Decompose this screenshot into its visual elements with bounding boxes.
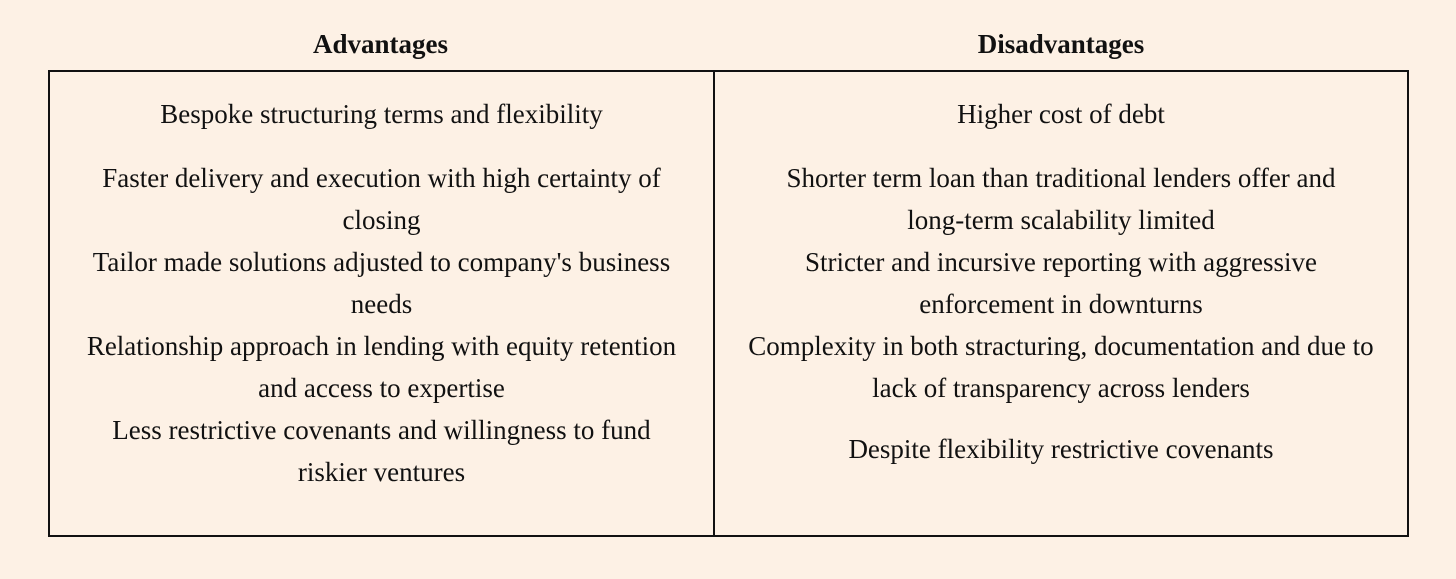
disadvantage-line: Stricter and incursive reporting with aggressive	[804, 247, 1318, 277]
disadvantage-item	[715, 93, 1407, 135]
disadvantage-line: lack of transparency across lenders	[872, 373, 1250, 403]
advantage-line: Tailor made solutions adjusted to company's business	[92, 247, 671, 277]
disadvantages-header: Disadvantages	[977, 29, 1145, 59]
advantage-line: Faster delivery and execution with high certainty of	[102, 163, 661, 193]
advantage-item	[50, 241, 713, 325]
advantages-column	[50, 72, 713, 535]
advantage-line: needs	[350, 289, 413, 319]
advantage-item	[50, 409, 713, 493]
disadvantage-line: Higher cost of debt	[957, 99, 1165, 129]
disadvantage-item	[715, 241, 1407, 325]
advantage-line: riskier ventures	[297, 457, 466, 487]
advantage-item	[50, 157, 713, 241]
disadvantage-line: long-term scalability limited	[907, 205, 1215, 235]
comparison-table	[48, 70, 1409, 537]
advantage-line: Bespoke structuring terms and flexibility	[160, 99, 603, 129]
disadvantages-column	[715, 72, 1407, 535]
disadvantage-line: enforcement in downturns	[919, 289, 1203, 319]
disadvantage-item	[715, 157, 1407, 241]
disadvantage-item	[715, 428, 1407, 470]
advantage-item	[50, 93, 713, 135]
disadvantage-line: Complexity in both stracturing, documentation and due to	[748, 331, 1374, 361]
advantage-line: Relationship approach in lending with equity retention	[86, 331, 677, 361]
advantage-line: closing	[342, 205, 421, 235]
advantage-line: Less restrictive covenants and willingness to fund	[112, 415, 651, 445]
advantages-header: Advantages	[312, 29, 448, 59]
disadvantage-item	[715, 325, 1407, 409]
disadvantage-line: Shorter term loan than traditional lenders offer and	[786, 163, 1336, 193]
advantage-item	[50, 325, 713, 409]
advantage-line: and access to expertise	[258, 373, 505, 403]
disadvantage-line: Despite flexibility restrictive covenants	[848, 434, 1274, 464]
